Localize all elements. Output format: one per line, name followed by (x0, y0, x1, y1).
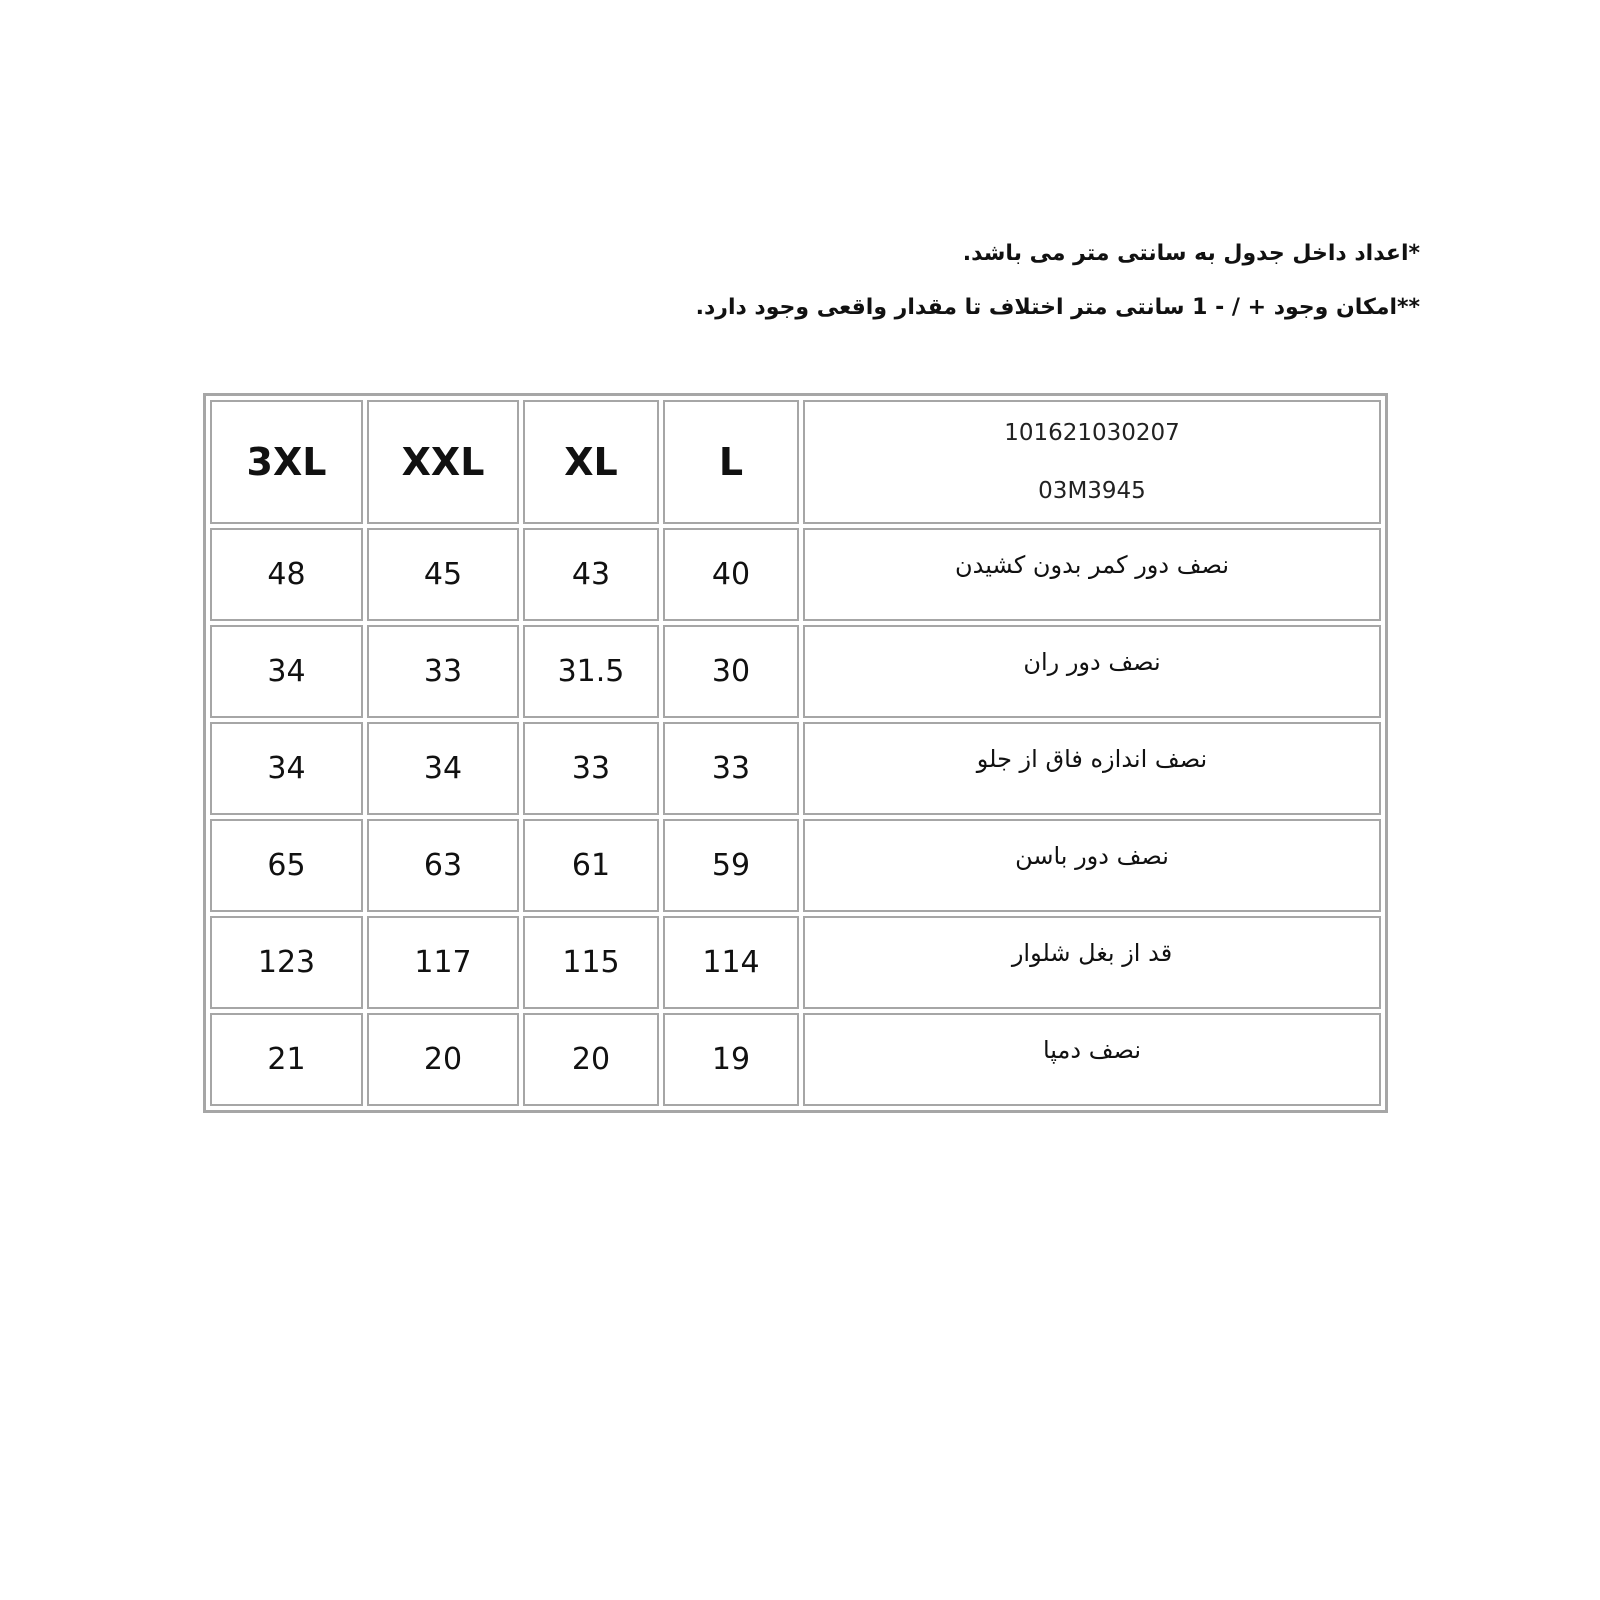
table-row (210, 528, 1381, 621)
cell-value: 117 (414, 945, 472, 980)
row-label: قد از بغل شلوار (1011, 938, 1173, 967)
size-chart-table (203, 393, 1388, 1113)
row-label: نصف دمپا (1042, 1035, 1142, 1064)
row-label-cell (803, 528, 1381, 621)
value-cell (210, 528, 363, 621)
row-label: نصف دور کمر بدون کشیدن (954, 550, 1230, 579)
table-row (210, 819, 1381, 912)
cell-value: 20 (423, 1042, 463, 1077)
row-label: نصف دور باسن (1015, 841, 1169, 870)
table-header-row (210, 400, 1381, 524)
value-cell (367, 819, 519, 912)
product-code-primary: 101621030207 (1004, 420, 1180, 446)
table-row (210, 722, 1381, 815)
cell-value: 34 (423, 751, 463, 786)
value-cell (523, 722, 659, 815)
cell-value: 33 (571, 751, 611, 786)
value-cell (663, 916, 799, 1009)
cell-value: 31.5 (557, 654, 625, 689)
row-label: نصف اندازه فاق از جلو (976, 744, 1208, 773)
value-cell (663, 1013, 799, 1106)
size-l-label: L (718, 440, 744, 484)
cell-value: 40 (711, 557, 751, 592)
cell-value: 20 (571, 1042, 611, 1077)
value-cell (523, 916, 659, 1009)
value-cell (210, 916, 363, 1009)
row-label-cell (803, 819, 1381, 912)
cell-value: 43 (571, 557, 611, 592)
value-cell (210, 625, 363, 718)
cell-value: 61 (571, 848, 611, 883)
cell-value: 19 (711, 1042, 751, 1077)
value-cell (523, 625, 659, 718)
value-cell (663, 528, 799, 621)
cell-value: 65 (267, 848, 306, 883)
cell-value: 34 (267, 751, 306, 786)
value-cell (663, 722, 799, 815)
size-xxl-label: XXL (401, 440, 485, 484)
unit-note: *اعداد داخل جدول به سانتی متر می باشد. (962, 241, 1420, 266)
table-row (210, 625, 1381, 718)
row-label-cell (803, 722, 1381, 815)
cell-value: 115 (562, 945, 620, 980)
row-label-cell (803, 1013, 1381, 1106)
row-label-cell (803, 916, 1381, 1009)
value-cell (523, 819, 659, 912)
size-header-cell (523, 400, 659, 524)
value-cell (367, 916, 519, 1009)
cell-value: 59 (711, 848, 751, 883)
value-cell (523, 1013, 659, 1106)
size-header-cell (663, 400, 799, 524)
row-label: نصف دور ران (1023, 647, 1161, 676)
row-label-cell (803, 625, 1381, 718)
cell-value: 34 (267, 654, 306, 689)
cell-value: 45 (423, 557, 463, 592)
size-header-cell (210, 400, 363, 524)
size-3xl-label: 3XL (246, 440, 327, 484)
value-cell (210, 819, 363, 912)
cell-value: 123 (257, 945, 316, 980)
size-header-cell (367, 400, 519, 524)
value-cell (367, 722, 519, 815)
product-code-cell (803, 400, 1381, 524)
cell-value: 33 (711, 751, 751, 786)
value-cell (663, 625, 799, 718)
value-cell (210, 722, 363, 815)
value-cell (523, 528, 659, 621)
value-cell (210, 1013, 363, 1106)
size-xl-label: XL (564, 440, 618, 484)
product-code-secondary: 03M3945 (1038, 478, 1146, 504)
cell-value: 30 (711, 654, 751, 689)
cell-value: 48 (267, 557, 306, 592)
value-cell (367, 528, 519, 621)
table-row (210, 916, 1381, 1009)
value-cell (367, 1013, 519, 1106)
measurement-notes (520, 240, 1420, 348)
tolerance-note: **امکان وجود + / - 1 سانتی متر اختلاف تا مقدار واقعی وجود دارد. (695, 295, 1420, 320)
value-cell (663, 819, 799, 912)
cell-value: 63 (423, 848, 463, 883)
cell-value: 114 (702, 945, 760, 980)
cell-value: 33 (423, 654, 463, 689)
cell-value: 21 (267, 1042, 306, 1077)
value-cell (367, 625, 519, 718)
table-row (210, 1013, 1381, 1106)
